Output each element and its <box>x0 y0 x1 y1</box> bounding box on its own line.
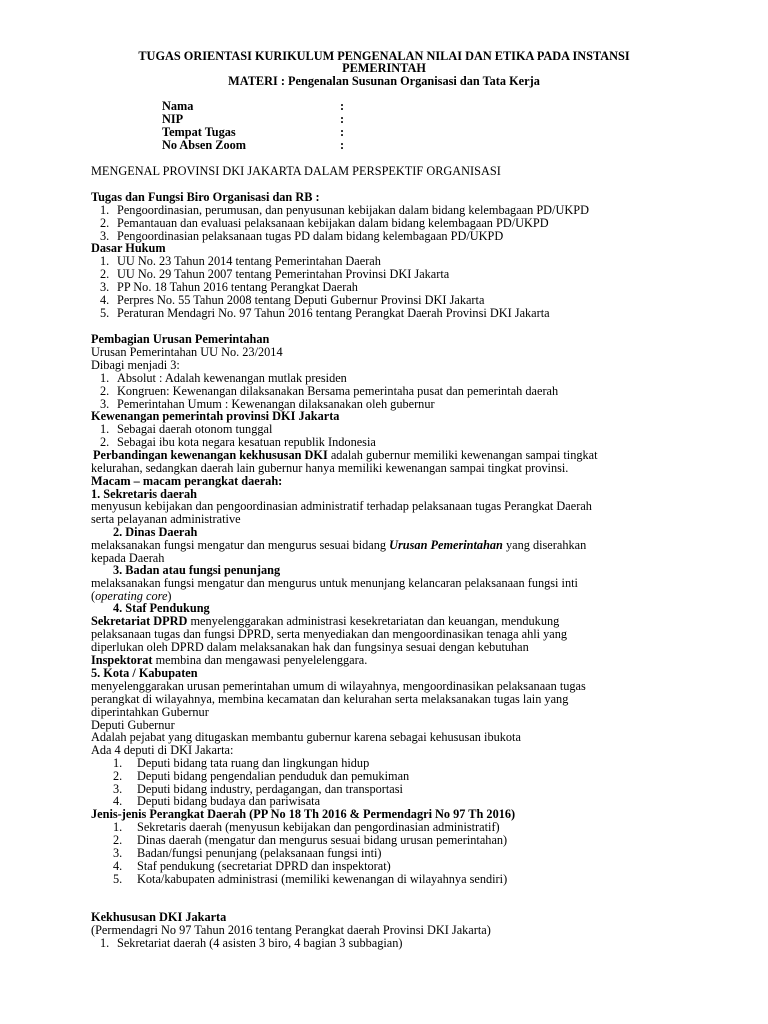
list-item: 1. Sebagai daerah otonom tunggal <box>100 422 273 436</box>
paragraph-line: (Permendagri No 97 Tahun 2016 tentang Perangkat daerah Provinsi DKI Jakarta) <box>91 923 491 937</box>
list-item: 4. Perpres No. 55 Tahun 2008 tentang Deputi Gubernur Provinsi DKI Jakarta <box>100 293 485 307</box>
deputi-title: Deputi Gubernur <box>91 718 175 732</box>
paragraph-line: Inspektorat membina dan mengawasi penyelelenggara. <box>91 653 368 667</box>
list-item: 1. Deputi bidang tata ruang dan lingkungan hidup <box>113 756 370 770</box>
list-item: 1. Sekretariat daerah (4 asisten 3 biro, 4 bagian 3 subbagian) <box>100 936 403 950</box>
section-title-sekda: 1. Sekretaris daerah <box>91 487 197 501</box>
paragraph-line: Adalah pejabat yang ditugaskan membantu gubernur karena sebagai kehususan ibukota <box>91 730 521 744</box>
list-item: 2. Dinas daerah (mengatur dan mengurus sesuai bidang urusan pemerintahan) <box>113 833 508 847</box>
paragraph-line: melaksanakan fungsi mengatur dan mengurus sesuai bidang Urusan Pemerintahan yang diserahkan <box>91 538 587 552</box>
kewenangan-heading: Kewenangan pemerintah provinsi DKI Jakarta <box>91 409 340 423</box>
list-item: 1. UU No. 23 Tahun 2014 tentang Pemerintahan Daerah <box>100 254 381 268</box>
list-item: 1. Absolut : Adalah kewenangan mutlak presiden <box>100 371 347 385</box>
materi-line: MATERI : Pengenalan Susunan Organisasi dan Tata Kerja <box>228 74 540 88</box>
paragraph-line: melaksanakan fungsi mengatur dan mengurus untuk menunjang kelancaran pelaksanaan fungsi inti <box>91 576 578 590</box>
section-title-staf: 4. Staf Pendukung <box>113 601 210 615</box>
paragraph-line: diperintahkan Gubernur <box>91 705 209 719</box>
paragraph-line: Ada 4 deputi di DKI Jakarta: <box>91 743 234 757</box>
document-title-line1: TUGAS ORIENTASI KURIKULUM PENGENALAN NILAI DAN ETIKA PADA INSTANSI <box>138 49 630 63</box>
list-item: 4. Deputi bidang budaya dan pariwisata <box>113 794 321 808</box>
pembagian-line: Dibagi menjadi 3: <box>91 358 180 372</box>
jenis-heading: Jenis-jenis Perangkat Daerah (PP No 18 Th 2016 & Permendagri No 97 Th 2016) <box>91 807 516 821</box>
paragraph-line: perangkat di wilayahnya, membina kecamatan dan kelurahan serta melaksanakan tugas lain yang <box>91 692 569 706</box>
list-item: 2. Sebagai ibu kota negara kesatuan republik Indonesia <box>100 435 376 449</box>
paragraph-line: diperlukan oleh DPRD dalam melaksanakan hak dan fungsinya sesuai dengan kebutuhan <box>91 640 529 654</box>
document-title-line2: PEMERINTAH <box>342 61 426 75</box>
list-item: 2. Deputi bidang pengendalian penduduk dan pemukiman <box>113 769 410 783</box>
list-item: 3. Badan/fungsi penunjang (pelaksanaan fungsi inti) <box>113 846 382 860</box>
list-item: 2. Kongruen: Kewenangan dilaksanakan Bersama pemerintaha pusat dan pemerintah daerah <box>100 384 559 398</box>
kekhususan-heading: Kekhususan DKI Jakarta <box>91 910 227 924</box>
list-item: 3. Pengoordinasian pelaksanaan tugas PD dalam bidang kelembagaan PD/UKPD <box>100 229 504 243</box>
identity-label-no-absen: No Absen Zoom <box>162 138 247 152</box>
identity-colon: : <box>340 112 345 126</box>
identity-label-tempat-tugas: Tempat Tugas <box>162 125 236 139</box>
perbandingan-paragraph-line2: kelurahan, sedangkan daerah lain gubernur hanya memiliki kewenangan sampai tingkat provinsi. <box>91 461 569 475</box>
paragraph-line: (operating core) <box>91 589 172 603</box>
paragraph-line: menyusun kebijakan dan pengoordinasian administratif terhadap pelaksanaan tugas Perangkat Daerah <box>91 499 592 513</box>
pembagian-line: Urusan Pemerintahan UU No. 23/2014 <box>91 345 283 359</box>
section-title-badan: 3. Badan atau fungsi penunjang <box>113 563 281 577</box>
list-item: 5. Kota/kabupaten administrasi (memiliki kewenangan di wilayahnya sendiri) <box>113 872 508 886</box>
list-item: 1. Sekretaris daerah (menyusun kebijakan dan pengordinasian administratif) <box>113 820 500 834</box>
paragraph-line: serta pelayanan administrative <box>91 512 241 526</box>
macam-heading: Macam – macam perangkat daerah: <box>91 474 283 488</box>
list-item: 4. Staf pendukung (secretariat DPRD dan inspektorat) <box>113 859 391 873</box>
identity-colon: : <box>340 99 345 113</box>
list-item: 2. UU No. 29 Tahun 2007 tentang Pemerintahan Provinsi DKI Jakarta <box>100 267 450 281</box>
list-item: 1. Pengoordinasian, perumusan, dan penyusunan kebijakan dalam bidang kelembagaan PD/UKPD <box>100 203 589 217</box>
identity-label-nip: NIP <box>162 112 184 126</box>
section-title-dinas: 2. Dinas Daerah <box>113 525 198 539</box>
identity-colon: : <box>340 138 345 152</box>
paragraph-line: Sekretariat DPRD menyelenggarakan administrasi kesekretariatan dan keuangan, mendukung <box>91 614 560 628</box>
identity-label-nama: Nama <box>162 99 194 113</box>
dasar-hukum-heading: Dasar Hukum <box>91 241 166 255</box>
list-item: 3. PP No. 18 Tahun 2016 tentang Perangkat Daerah <box>100 280 358 294</box>
tugas-heading: Tugas dan Fungsi Biro Organisasi dan RB : <box>91 190 320 204</box>
list-item: 3. Deputi bidang industry, perdagangan, dan transportasi <box>113 782 403 796</box>
main-heading: MENGENAL PROVINSI DKI JAKARTA DALAM PERSPEKTIF ORGANISASI <box>91 164 501 178</box>
identity-colon: : <box>340 125 345 139</box>
paragraph-line: pelaksanaan tugas dan fungsi DPRD, serta menyediakan dan mengoordinasikan tenaga ahli yang <box>91 627 568 641</box>
perbandingan-paragraph: Perbandingan kewenangan kekhususan DKI adalah gubernur memiliki kewenangan sampai tingkat <box>93 448 598 462</box>
pembagian-heading: Pembagian Urusan Pemerintahan <box>91 332 270 346</box>
list-item: 2. Pemantauan dan evaluasi pelaksanaan kebijakan dalam bidang kelembagaan PD/UKPD <box>100 216 549 230</box>
list-item: 3. Pemerintahan Umum : Kewenangan dilaksanakan oleh gubernur <box>100 397 435 411</box>
paragraph-line: kepada Daerah <box>91 551 165 565</box>
list-item: 5. Peraturan Mendagri No. 97 Tahun 2016 tentang Perangkat Daerah Provinsi DKI Jakarta <box>100 306 550 320</box>
paragraph-line: menyelenggarakan urusan pemerintahan umum di wilayahnya, mengoordinasikan pelaksanaan tugas <box>91 679 586 693</box>
section-title-kota: 5. Kota / Kabupaten <box>91 666 198 680</box>
